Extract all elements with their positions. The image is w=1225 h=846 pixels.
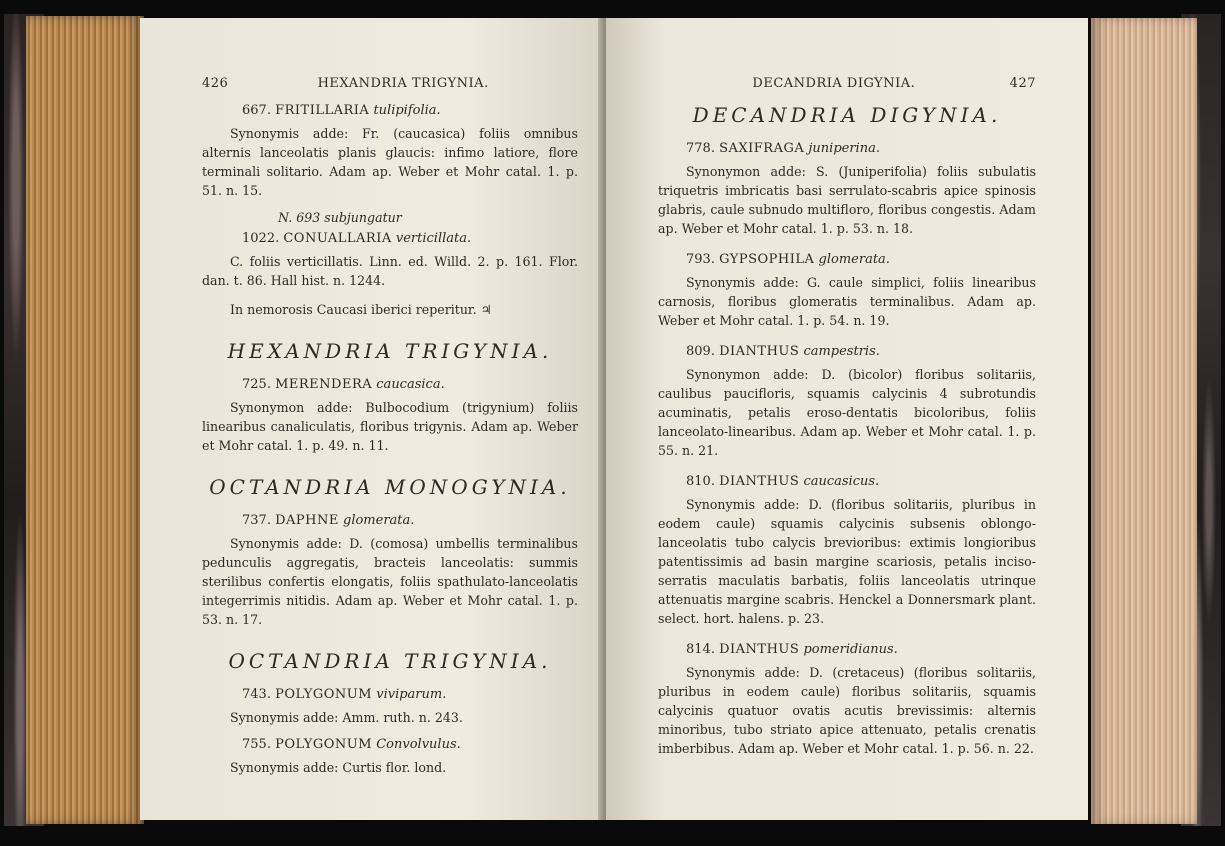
entry-heading [686,474,1036,489]
entry-species: pomeridianus. [803,642,898,657]
entry-genus: DAPHNE [275,513,339,528]
entry-heading [242,687,578,702]
entry-heading [686,252,1036,267]
entry-genus: DIANTHUS [719,474,800,489]
entry-species: juniperina. [808,141,880,156]
entry-heading [242,377,578,392]
entry-genus: GYPSOPHILA [719,252,815,267]
entry-genus: SAXIFRAGA [719,141,805,156]
entry-genus: POLYGONUM [275,737,373,752]
entry-number: 737. [242,513,271,528]
entry-species: caucasica. [376,377,445,392]
running-head-title: HEXANDRIA TRIGYNIA. [317,76,489,91]
left-page [140,18,602,820]
entry-number: 1022. [242,231,280,246]
entry-text: Synonymon adde: S. (Juniperifolia) foliis subulatis triquetris imbricatis basi serrulato-scabris apice spinosis glabris, caule subnudo multifloro, floribus congestis. Adam ap. Weber et Mohr catal. 1. p. 53. n. 18. [658,164,1036,236]
entry [658,474,1036,628]
entry-number: 778. [686,141,715,156]
entry-text: Synonymis adde: Curtis flor. lond. [230,760,447,775]
entry-genus: POLYGONUM [275,687,373,702]
entry-number: 793. [686,252,715,267]
entry [202,687,578,727]
entry [658,344,1036,460]
page-number: 426 [202,76,229,91]
entry-heading [242,737,578,752]
running-head-left [202,76,578,91]
entry [658,252,1036,330]
entry-number: 667. [242,103,271,118]
entry [202,231,578,290]
entry-number: 809. [686,344,715,359]
entry-species: Convolvulus. [376,737,461,752]
entry-number: 725. [242,377,271,392]
entry-text: Synonymis adde: Amm. ruth. n. 243. [230,710,463,725]
entry-heading [686,642,1036,657]
entry-species: glomerata. [343,513,415,528]
page-edges-left [26,16,144,824]
section-heading: HEXANDRIA TRIGYNIA. [227,339,553,363]
section-heading: OCTANDRIA TRIGYNIA. [228,649,552,673]
entry-number: 810. [686,474,715,489]
section-heading: OCTANDRIA MONOGYNIA. [209,475,571,499]
entry-heading [242,103,578,118]
entry-species: campestris. [803,344,880,359]
entry-text: In nemorosis Caucasi iberici reperitur. ♃ [230,302,492,317]
right-page [606,18,1088,820]
entry-text: Synonymis adde: D. (floribus solitariis, pluribus in eodem caule) squamis calycinis subsenis oblongo-lanceolatis tubo calycis brevioribus: extimis longioribus patentissimis ad basin margine scariosis, petalis inciso-serratis maculatis barbatis, foliis lanceolatis utrinque attenuatis margine scabris. Henckel a Donnersmark plant. select. hort. halens. p. 23. [658,497,1036,626]
entry-genus: DIANTHUS [719,344,800,359]
entry-text: Synonymis adde: D. (comosa) umbellis terminalibus pedunculis aggregatis, bracteis lanceolatis: summis sterilibus confertis elongatis, foliis spathulato-lanceolatis integerrimis nitidis. Adam ap. Weber et Mohr catal. 1. p. 53. n. 17. [202,536,578,627]
entry-genus: FRITILLARIA [275,103,370,118]
page-number: 427 [1009,76,1036,91]
entry-text: Synonymis adde: D. (cretaceus) (floribus solitariis, pluribus in eodem caule) floribus solitariis, squamis calycinis quatuor ovatis acutis brevissimis: alternis minoribus, tubo striato apice attenuato, petalis crenatis imberbibus. Adam ap. Weber et Mohr catal. 1. p. 56. n. 22. [658,665,1036,756]
entry-text: Synonymon adde: Bulbocodium (trigynium) foliis linearibus canaliculatis, floribus trigynis. Adam ap. Weber et Mohr catal. 1. p. 49. n. 11. [202,400,578,453]
entry [658,642,1036,758]
entry [202,377,578,455]
entry-genus: CONUALLARIA [283,231,392,246]
entry-heading [242,231,578,246]
entry-text: C. foliis verticillatis. Linn. ed. Willd. 2. p. 161. Flor. dan. t. 86. Hall hist. n. 1244. [202,254,578,288]
entry-genus: DIANTHUS [719,642,800,657]
running-head-title: DECANDRIA DIGYNIA. [752,76,916,91]
running-head-right [658,76,1036,91]
entry-text: Synonymis adde: G. caule simplici, foliis linearibus carnosis, floribus glomeratis terminalibus. Adam ap. Weber et Mohr catal. 1. p. 54. n. 19. [658,275,1036,328]
entry-heading [686,344,1036,359]
section-heading: DECANDRIA DIGYNIA. [692,103,1002,127]
entry [202,737,578,777]
entry-genus: MERENDERA [275,377,373,392]
entry-species: viviparum. [376,687,447,702]
entry-number: 743. [242,687,271,702]
entry-number: 814. [686,642,715,657]
entry-number: 755. [242,737,271,752]
entry-text: Synonymis adde: Fr. (caucasica) foliis omnibus alternis lanceolatis planis glaucis: infimo latiore, flore terminali solitario. Adam ap. Weber et Mohr catal. 1. p. 51. n. 15. [202,126,578,198]
entry [202,300,578,319]
entry-species: tulipifolia. [373,103,441,118]
entry-heading [242,513,578,528]
entry [202,513,578,629]
note: N. 693 subjungatur [278,210,402,225]
page-edges-right [1091,18,1197,824]
entry-heading [686,141,1036,156]
entry [658,141,1036,238]
entry-species: glomerata. [818,252,890,267]
entry [202,103,578,200]
entry-text: Synonymon adde: D. (bicolor) floribus solitariis, caulibus paucifloris, squamis calycinis 4 subrotundis acuminatis, petalis eroso-dentatis bicoloribus, foliis lanceolato-linearibus. Adam ap. Weber et Mohr catal. 1. p. 55. n. 21. [658,367,1036,458]
entry-species: verticillata. [395,231,472,246]
entry-species: caucasicus. [803,474,880,489]
